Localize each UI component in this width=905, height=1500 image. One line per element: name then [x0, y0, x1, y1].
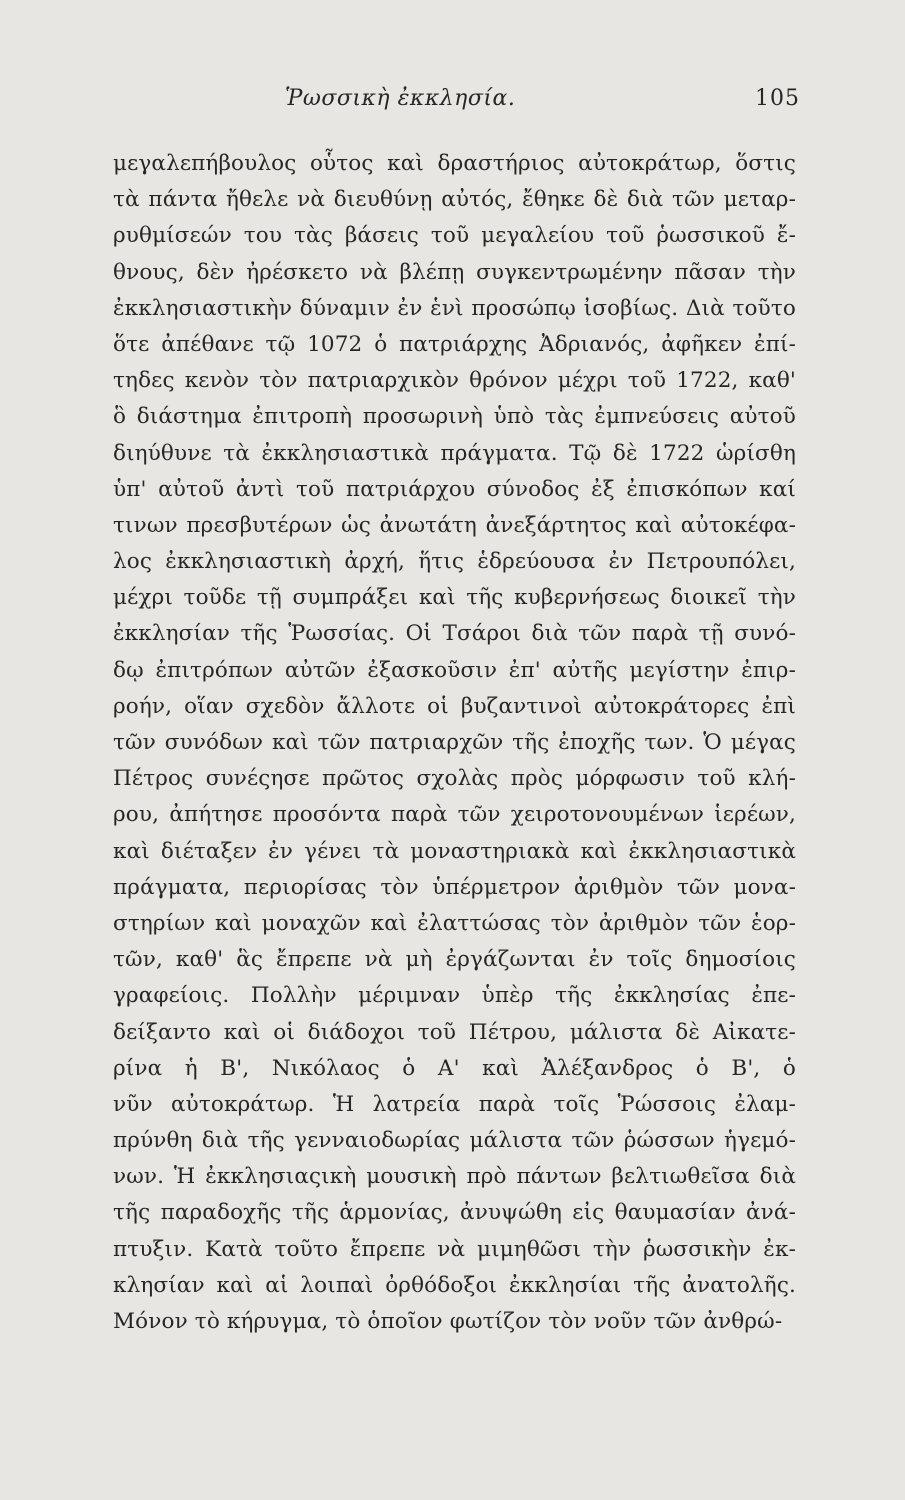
text-line: τινων πρεσβυτέρων ὡς ἀνωτάτη ἀνεξάρτητος καὶ αὐτοκέφα-: [113, 512, 796, 538]
text-line: ἐκκλησίαν τῆς Ῥωσσίας. Οἱ Τσάροι διὰ τῶν παρὰ τῇ συνό-: [113, 621, 796, 647]
text-line: μέχρι τοῦδε τῇ συμπράξει καὶ τῆς κυβερνήσεως διοικεῖ τὴν: [113, 585, 796, 611]
text-line: τῆς παραδοχῆς τῆς ἁρμονίας, ἀνυψώθη εἰς θαυμασίαν ἀνά-: [113, 1200, 796, 1226]
text-line: τῶν συνόδων καὶ τῶν πατριαρχῶν τῆς ἐποχῆς των. Ὁ μέγας: [113, 730, 796, 755]
text-line: τὰ πάντα ἤθελε νὰ διευθύνῃ αὐτός, ἔθηκε δὲ διὰ τῶν μεταρ-: [113, 187, 796, 213]
running-header: [0, 86, 905, 116]
text-line: ὑπ' αὐτοῦ ἀντὶ τοῦ πατριάρχου σύνοδος ἐξ ἐπισκόπων καί: [113, 476, 796, 502]
text-line: ὅτε ἀπέθανε τῷ 1072 ὁ πατριάρχης Ἀδριανός, ἀφῆκεν ἐπί-: [113, 331, 796, 357]
text-line: νων. Ἡ ἐκκλησιαςικὴ μουσικὴ πρὸ πάντων βελτιωθεῖσα διὰ: [113, 1164, 796, 1190]
text-line: λος ἐκκλησιαστικὴ ἀρχή, ἥτις ἑδρεύουσα ἐν Πετρουπόλει,: [113, 549, 796, 575]
text-line: μεγαλεπήβουλος οὗτος καὶ δραστήριος αὐτοκράτωρ, ὅστις: [113, 151, 796, 176]
text-line: Πέτρος συνέςησε πρῶτος σχολὰς πρὸς μόρφωσιν τοῦ κλή-: [113, 766, 796, 792]
text-line: ρίνα ἡ Β', Νικόλαος ὁ Α' καὶ Ἀλέξανδρος ὁ Β', ὁ: [113, 1055, 796, 1081]
text-line: ἐκκλησιαστικὴν δύναμιν ἐν ἑνὶ προσώπῳ ἰσοβίως. Διὰ τοῦτο: [113, 295, 796, 321]
text-line: καὶ διέταξεν ἐν γένει τὰ μοναστηριακὰ καὶ ἐκκλησιαστικὰ: [113, 838, 796, 864]
text-line: πράγματα, περιορίσας τὸν ὑπέρμετρον ἀριθμὸν τῶν μονα-: [113, 874, 796, 900]
text-line: ρυθμίσεών του τὰς βάσεις τοῦ μεγαλείου τοῦ ῥωσσικοῦ ἔ-: [113, 223, 796, 249]
running-title: Ῥωσσικὴ ἐκκλησία.: [285, 86, 516, 111]
text-line: πτυξιν. Κατὰ τοῦτο ἔπρεπε νὰ μιμηθῶσι τὴν ῥωσσικὴν ἐκ-: [113, 1236, 796, 1262]
text-line: τηδες κενὸν τὸν πατριαρχικὸν θρόνον μέχρι τοῦ 1722, καθ': [113, 368, 796, 394]
text-line: ὃ διάστημα ἐπιτροπὴ προσωρινὴ ὑπὸ τὰς ἐμπνεύσεις αὐτοῦ: [113, 404, 796, 430]
text-line: ρου, ἀπήτησε προσόντα παρὰ τῶν χειροτονουμένων ἱερέων,: [113, 802, 796, 828]
text-line: Μόνον τὸ κήρυγμα, τὸ ὁποῖον φωτίζον τὸν νοῦν τῶν ἀνθρώ-: [113, 1309, 783, 1334]
text-line: δείξαντο καὶ οἱ διάδοχοι τοῦ Πέτρου, μάλιστα δὲ Αἰκατε-: [113, 1019, 796, 1045]
text-line: ροήν, οἵαν σχεδὸν ἄλλοτε οἱ βυζαντινοὶ αὐτοκράτορες ἐπὶ: [113, 693, 796, 719]
page-number: 105: [755, 86, 800, 111]
body-text: [113, 146, 796, 1340]
text-line: κλησίαν καὶ αἱ λοιπαὶ ὀρθόδοξοι ἐκκλησίαι τῆς ἀνατολῆς.: [113, 1272, 796, 1298]
text-line: στηρίων καὶ μοναχῶν καὶ ἐλαττώσας τὸν ἀριθμὸν τῶν ἑορ-: [113, 910, 796, 936]
text-line: θνους, δὲν ἠρέσκετο νὰ βλέπῃ συγκεντρωμένην πᾶσαν τὴν: [113, 259, 796, 285]
text-line: πρύνθη διὰ τῆς γενναιοδωρίας μάλιστα τῶν ῥώσσων ἡγεμό-: [113, 1128, 796, 1154]
text-line: δῳ ἐπιτρόπων αὐτῶν ἐξασκοῦσιν ἐπ' αὐτῆς μεγίστην ἐπιρ-: [113, 657, 796, 683]
text-line: διηύθυνε τὰ ἐκκλησιαστικὰ πράγματα. Τῷ δὲ 1722 ὡρίσθη: [113, 440, 796, 466]
text-line: τῶν, καθ' ἃς ἔπρεπε νὰ μὴ ἐργάζωνται ἐν τοῖς δημοσίοις: [113, 947, 796, 973]
text-line: γραφείοις. Πολλὴν μέριμναν ὑπὲρ τῆς ἐκκλησίας ἐπε-: [113, 983, 796, 1009]
text-line: νῦν αὐτοκράτωρ. Ἡ λατρεία παρὰ τοῖς Ῥώσσοις ἐλαμ-: [113, 1091, 796, 1117]
